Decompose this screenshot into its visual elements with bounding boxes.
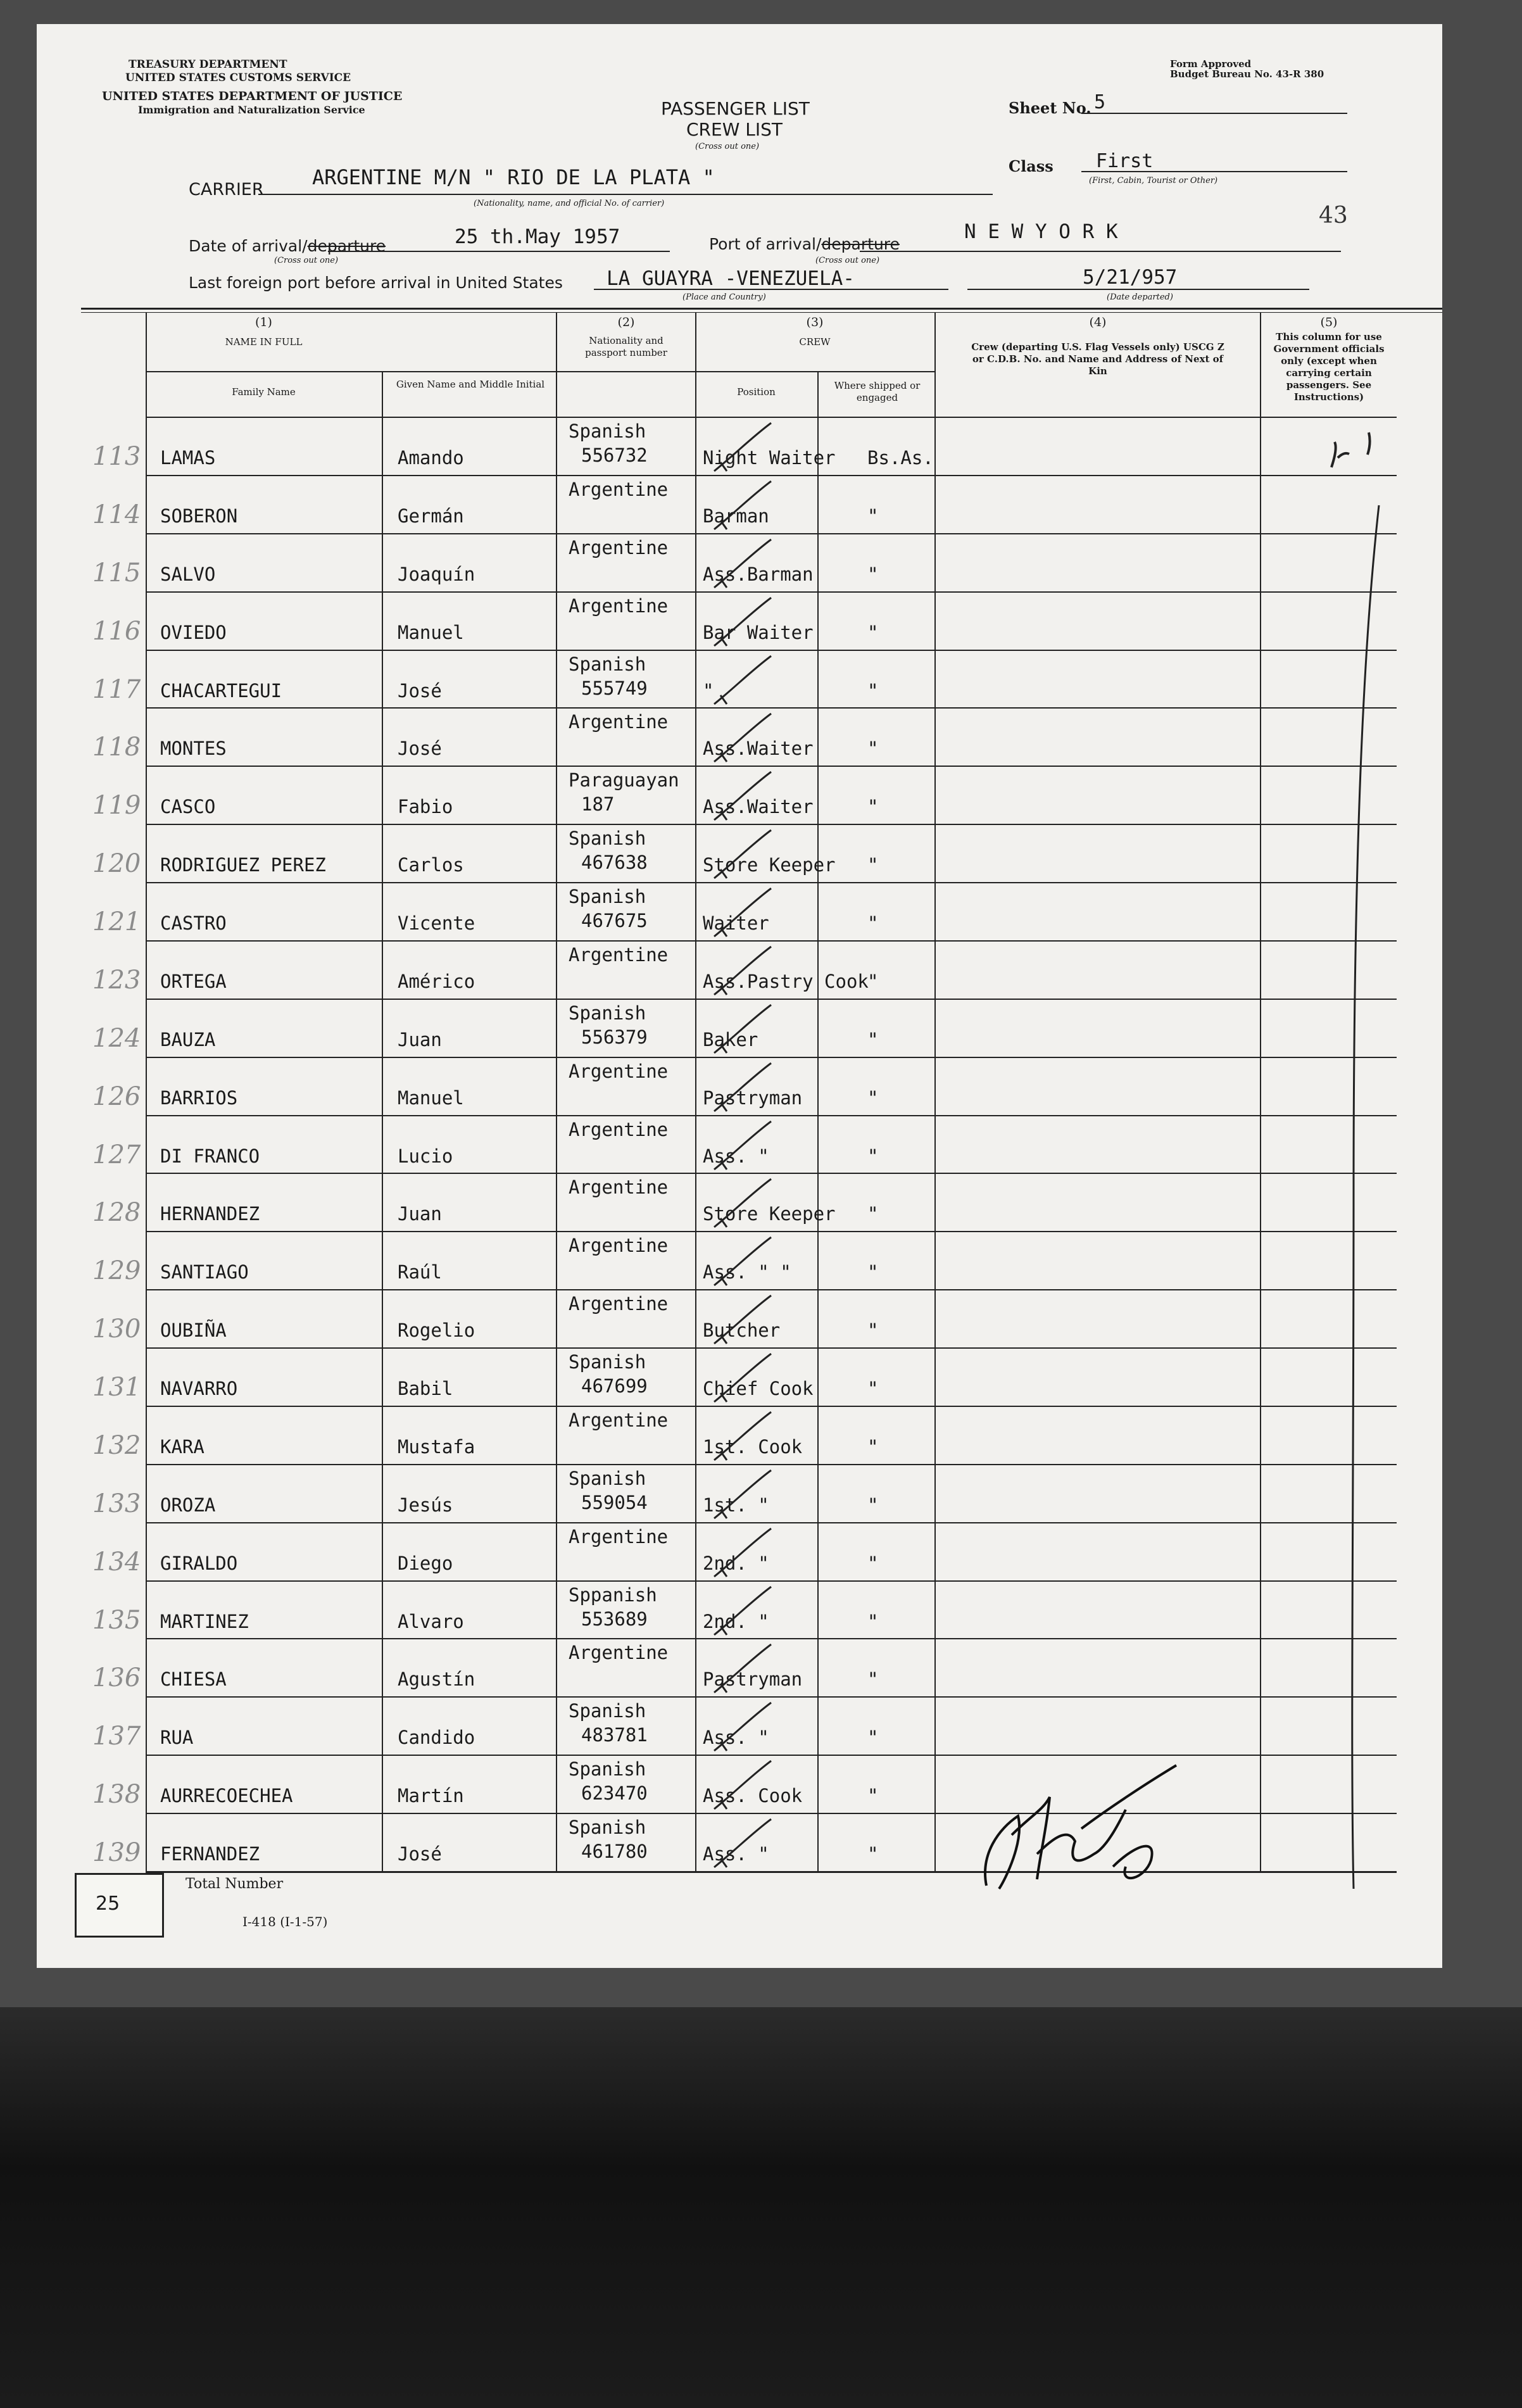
family-name: CASCO	[160, 796, 216, 817]
col3-header: (3) CREW	[799, 315, 831, 348]
check-mark	[701, 1232, 790, 1289]
crew-position: Night Waiter	[703, 447, 836, 469]
where-engaged: "	[867, 1029, 879, 1050]
dept-justice: UNITED STATES DEPARTMENT OF JUSTICE	[102, 89, 403, 103]
family-name: BAUZA	[160, 1029, 216, 1050]
line-number: 121	[92, 907, 141, 936]
family-name: RUA	[160, 1727, 194, 1748]
page-mark: 43	[1319, 203, 1348, 229]
check-mark	[701, 1000, 790, 1057]
family-name: OVIEDO	[160, 622, 227, 643]
check-mark	[701, 1698, 790, 1755]
last-port-value: LA GUAYRA -VENEZUELA-	[607, 267, 855, 290]
where-engaged: "	[867, 1785, 879, 1806]
family-name: CASTRO	[160, 912, 227, 934]
check-mark	[701, 767, 790, 824]
passport-number: 467638	[581, 852, 648, 873]
where-engaged: "	[867, 971, 879, 992]
check-mark	[701, 1116, 790, 1173]
crew-position: Ass. "	[703, 1145, 769, 1167]
given-name: Diego	[398, 1553, 453, 1574]
crew-position: 2nd. "	[703, 1611, 769, 1632]
check-mark	[701, 1349, 790, 1406]
line-number: 120	[92, 849, 141, 878]
given-name: José	[398, 680, 442, 702]
col-divider-given	[382, 371, 383, 1872]
line-number: 133	[92, 1489, 141, 1518]
last-port-hint: (Place and Country)	[682, 293, 766, 302]
given-name: Manuel	[398, 1087, 464, 1109]
where-engaged: "	[867, 796, 879, 817]
line-number: 119	[92, 791, 141, 820]
crew-position: Ass. "	[703, 1843, 769, 1865]
last-port-label: Last foreign port before arrival in United States	[189, 274, 563, 292]
check-mark	[701, 1058, 790, 1115]
check-mark	[701, 1465, 790, 1522]
where-engaged: "	[867, 1494, 879, 1516]
passport-number: 483781	[581, 1724, 648, 1746]
nationality: Argentine	[569, 711, 669, 733]
given-name: José	[398, 738, 442, 759]
date-arrival-value: 25 th.May 1957	[455, 225, 620, 248]
line-number: 139	[92, 1838, 141, 1867]
nationality: Spanish	[569, 828, 646, 849]
family-name: LAMAS	[160, 447, 216, 469]
class-label: Class	[1009, 157, 1053, 175]
crew-position: Store Keeper	[703, 854, 836, 876]
given-name: Candido	[398, 1727, 475, 1748]
crew-list-form	[37, 24, 1442, 1968]
total-number-label: Total Number	[186, 1876, 284, 1892]
given-name: Fabio	[398, 796, 453, 817]
header-rule	[81, 308, 1442, 310]
given-name: Vicente	[398, 912, 475, 934]
date-departed-line	[967, 289, 1309, 290]
passport-number: 187	[581, 793, 615, 815]
family-name: GIRALDO	[160, 1553, 238, 1574]
crew-position: Ass.Pastry Cook	[703, 971, 869, 992]
class-value: First	[1096, 150, 1154, 172]
nationality: Argentine	[569, 1176, 669, 1198]
check-mark	[701, 942, 790, 999]
nationality: Spanish	[569, 1758, 646, 1780]
total-number-box	[75, 1873, 164, 1938]
carrier-hint: (Nationality, name, and official No. of carrier)	[474, 199, 665, 208]
sheet-line	[1081, 113, 1347, 114]
port-value: N E W Y O R K	[964, 220, 1118, 243]
passport-number: 553689	[581, 1608, 648, 1630]
nationality: Spanish	[569, 653, 646, 675]
col-given-header: Given Name and Middle Initial	[396, 379, 545, 390]
crew-position: Pastryman	[703, 1668, 803, 1690]
crew-position: 1st. "	[703, 1494, 769, 1516]
family-name: SALVO	[160, 564, 216, 585]
nationality: Argentine	[569, 537, 669, 558]
where-engaged: "	[867, 564, 879, 585]
carrier-value: ARGENTINE M/N " RIO DE LA PLATA "	[312, 165, 715, 189]
line-number: 128	[92, 1198, 141, 1227]
given-name: Mustafa	[398, 1436, 475, 1458]
nationality: Argentine	[569, 479, 669, 500]
where-engaged: "	[867, 1843, 879, 1865]
check-mark	[701, 1174, 790, 1231]
date-arrival-line	[328, 251, 670, 252]
col-position-header: Position	[737, 386, 776, 398]
col-family-header: Family Name	[232, 386, 296, 398]
officials-column-mark	[1259, 429, 1404, 1936]
nationality: Argentine	[569, 595, 669, 617]
where-engaged: "	[867, 1203, 879, 1225]
where-engaged: "	[867, 1261, 879, 1283]
passport-number: 556379	[581, 1026, 648, 1048]
list-title-crew: CREW LIST	[686, 119, 783, 140]
where-engaged: "	[867, 1727, 879, 1748]
header-rule-thin	[81, 312, 1442, 313]
passport-number: 461780	[581, 1841, 648, 1862]
row-divider	[146, 1871, 1397, 1872]
crew-position: Chief Cook	[703, 1378, 814, 1399]
given-name: Agustín	[398, 1668, 475, 1690]
nationality: Spanish	[569, 886, 646, 907]
date-departed-value: 5/21/957	[1083, 266, 1178, 289]
crew-position: Barman	[703, 505, 769, 527]
line-number: 126	[92, 1082, 141, 1111]
family-name: MARTINEZ	[160, 1611, 249, 1632]
nationality: Spanish	[569, 1351, 646, 1373]
given-name: Babil	[398, 1378, 453, 1399]
given-name: Alvaro	[398, 1611, 464, 1632]
port-hint: (Cross out one)	[815, 256, 880, 265]
where-engaged: "	[867, 1553, 879, 1574]
where-engaged: "	[867, 912, 879, 934]
nationality: Argentine	[569, 1061, 669, 1082]
given-name: Lucio	[398, 1145, 453, 1167]
given-name: Amando	[398, 447, 464, 469]
line-number: 124	[92, 1024, 141, 1053]
crew-position: Ass.Barman	[703, 564, 814, 585]
microfilm-border	[0, 2007, 1522, 2408]
passport-number: 555749	[581, 678, 648, 699]
where-engaged: "	[867, 1436, 879, 1458]
family-name: CHIESA	[160, 1668, 227, 1690]
family-name: DI FRANCO	[160, 1145, 260, 1167]
customs-service: UNITED STATES CUSTOMS SERVICE	[125, 72, 351, 84]
crew-position: Baker	[703, 1029, 758, 1050]
where-engaged: "	[867, 1320, 879, 1341]
line-number: 137	[92, 1722, 141, 1751]
nationality: Argentine	[569, 1293, 669, 1314]
date-departed-hint: (Date departed)	[1107, 293, 1173, 302]
budget-bureau: Budget Bureau No. 43-R 380	[1170, 68, 1324, 80]
date-arrival-hint: (Cross out one)	[274, 256, 339, 265]
check-mark	[701, 651, 790, 708]
where-engaged: "	[867, 1668, 879, 1690]
check-mark	[701, 1407, 790, 1464]
line-number: 130	[92, 1314, 141, 1344]
col4-header: (4) Crew (departing U.S. Flag Vessels only) USCG Z or C.D.B. No. and Name and Address of Next of Kin	[971, 315, 1224, 377]
where-engaged: "	[867, 680, 879, 702]
family-name: SANTIAGO	[160, 1261, 249, 1283]
form-approved: Form Approved	[1170, 58, 1252, 70]
check-mark	[701, 1639, 790, 1696]
given-name: Manuel	[398, 622, 464, 643]
inspector-signature	[967, 1759, 1208, 1905]
given-name: José	[398, 1843, 442, 1865]
col1-header: (1) NAME IN FULL	[225, 315, 303, 348]
crew-position: Pastryman	[703, 1087, 803, 1109]
ins-service: Immigration and Naturalization Service	[138, 104, 365, 116]
line-number: 113	[92, 442, 141, 471]
check-mark	[701, 1756, 790, 1813]
check-mark	[701, 883, 790, 940]
family-name: NAVARRO	[160, 1378, 238, 1399]
port-line	[860, 251, 1341, 252]
nationality: Argentine	[569, 944, 669, 966]
line-number: 131	[92, 1373, 141, 1402]
subheader-line-names	[146, 371, 699, 372]
crew-position: Store Keeper	[703, 1203, 836, 1225]
where-engaged: Bs.As.	[867, 447, 934, 469]
family-name: AURRECOECHEA	[160, 1785, 293, 1806]
line-number: 138	[92, 1780, 141, 1809]
where-engaged: "	[867, 1611, 879, 1632]
line-number: 116	[92, 617, 141, 646]
crew-position: Butcher	[703, 1320, 781, 1341]
where-engaged: "	[867, 505, 879, 527]
passport-number: 623470	[581, 1782, 648, 1804]
crew-position: Ass.Waiter	[703, 738, 814, 759]
line-number: 115	[92, 558, 141, 588]
nationality: Argentine	[569, 1526, 669, 1548]
crew-position: Bar Waiter	[703, 622, 814, 643]
family-name: BARRIOS	[160, 1087, 238, 1109]
given-name: Juan	[398, 1029, 442, 1050]
family-name: FERNANDEZ	[160, 1843, 260, 1865]
form-number: I-418 (I-1-57)	[242, 1914, 328, 1929]
total-number-value: 25	[96, 1893, 120, 1915]
nationality: Spanish	[569, 1002, 646, 1024]
treasury-dept: TREASURY DEPARTMENT	[129, 58, 287, 71]
nationality: Spanish	[569, 1817, 646, 1838]
line-number: 135	[92, 1606, 141, 1635]
given-name: Juan	[398, 1203, 442, 1225]
nationality: Paraguayan	[569, 769, 679, 791]
crew-position: "	[703, 680, 714, 702]
check-mark	[701, 1814, 790, 1871]
date-arrival-label: Date of arrival/departure	[189, 237, 386, 255]
family-name: RODRIGUEZ PEREZ	[160, 854, 326, 876]
given-name: Martín	[398, 1785, 464, 1806]
where-engaged: "	[867, 1145, 879, 1167]
family-name: OUBIÑA	[160, 1320, 227, 1341]
where-engaged: "	[867, 1087, 879, 1109]
line-number: 132	[92, 1431, 141, 1460]
crew-position: Waiter	[703, 912, 769, 934]
nationality: Spanish	[569, 420, 646, 442]
where-engaged: "	[867, 854, 879, 876]
family-name: MONTES	[160, 738, 227, 759]
sheet-label: Sheet No.	[1009, 99, 1091, 117]
check-mark	[701, 825, 790, 882]
cross-out-note: (Cross out one)	[695, 142, 760, 151]
sheet-number: 5	[1094, 91, 1106, 113]
line-number: 123	[92, 966, 141, 995]
col-divider-where	[817, 371, 819, 1872]
where-engaged: "	[867, 622, 879, 643]
crew-position: Ass. "	[703, 1727, 769, 1748]
subheader-line-crew	[695, 371, 936, 372]
carrier-label: CARRIER	[189, 180, 264, 199]
given-name: Raúl	[398, 1261, 442, 1283]
check-mark	[701, 1523, 790, 1580]
line-number: 127	[92, 1140, 141, 1169]
nationality: Spanish	[569, 1468, 646, 1489]
passport-number: 467699	[581, 1375, 648, 1397]
class-hint: (First, Cabin, Tourist or Other)	[1089, 176, 1218, 186]
check-mark	[701, 534, 790, 591]
family-name: SOBERON	[160, 505, 238, 527]
check-mark	[701, 1582, 790, 1639]
family-name: KARA	[160, 1436, 204, 1458]
nationality: Sppanish	[569, 1584, 657, 1606]
family-name: CHACARTEGUI	[160, 680, 282, 702]
passport-number: 556732	[581, 444, 648, 466]
crew-position: 2nd. "	[703, 1553, 769, 1574]
crew-position: Ass. " "	[703, 1261, 791, 1283]
line-number: 117	[92, 675, 141, 704]
col-where-header: Where shipped or engaged	[834, 380, 921, 403]
check-mark	[701, 1290, 790, 1347]
check-mark	[701, 709, 790, 766]
family-name: ORTEGA	[160, 971, 227, 992]
given-name: Américo	[398, 971, 475, 992]
nationality: Argentine	[569, 1409, 669, 1431]
crew-position: Ass.Waiter	[703, 796, 814, 817]
nationality: Argentine	[569, 1235, 669, 1256]
passport-number: 467675	[581, 910, 648, 931]
family-name: HERNANDEZ	[160, 1203, 260, 1225]
where-engaged: "	[867, 1378, 879, 1399]
line-number: 134	[92, 1548, 141, 1577]
col5-header: (5) This column for use Government officials only (except when carrying certain passengers. See Instructions)	[1273, 315, 1385, 403]
nationality: Argentine	[569, 1119, 669, 1140]
port-label: Port of arrival/departure	[709, 235, 900, 253]
list-title-passenger: PASSENGER LIST	[661, 98, 810, 119]
crew-position: 1st. Cook	[703, 1436, 803, 1458]
given-name: Carlos	[398, 854, 464, 876]
line-number: 136	[92, 1663, 141, 1693]
given-name: Jesús	[398, 1494, 453, 1516]
line-number: 118	[92, 733, 141, 762]
given-name: Rogelio	[398, 1320, 475, 1341]
nationality: Argentine	[569, 1642, 669, 1663]
nationality: Spanish	[569, 1700, 646, 1722]
passport-number: 559054	[581, 1492, 648, 1513]
given-name: Germán	[398, 505, 464, 527]
family-name: OROZA	[160, 1494, 216, 1516]
line-number: 129	[92, 1256, 141, 1285]
given-name: Joaquín	[398, 564, 475, 585]
check-mark	[701, 418, 790, 475]
check-mark	[701, 593, 790, 650]
carrier-line	[258, 194, 993, 195]
line-number: 114	[92, 500, 141, 529]
where-engaged: "	[867, 738, 879, 759]
col2-header: (2) Nationality and passport number	[585, 315, 667, 358]
crew-position: Ass. Cook	[703, 1785, 803, 1806]
check-mark	[701, 476, 790, 533]
